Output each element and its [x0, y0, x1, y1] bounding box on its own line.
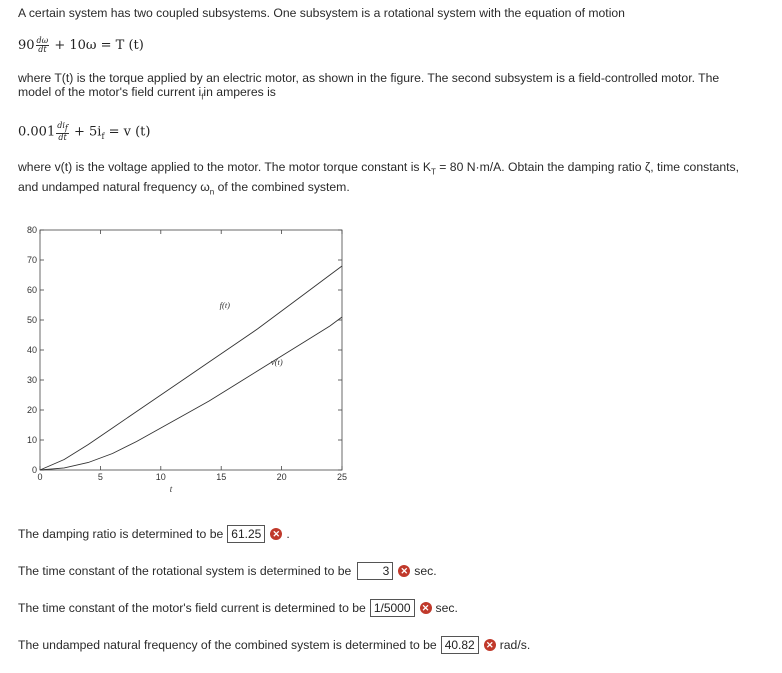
y-tick-label: 70 — [26, 255, 37, 265]
y-tick-label: 10 — [26, 435, 37, 445]
field-time-constant-input[interactable]: 1/5000 — [370, 599, 415, 617]
x-tick-label: 10 — [155, 472, 166, 482]
answer-rot-tc-label: The time constant of the rotational system is determined to be — [18, 564, 352, 578]
x-tick-label: 20 — [276, 472, 287, 482]
answer-field-tc-row — [18, 599, 458, 617]
para3-line1: where v(t) is the voltage applied to the motor. The motor torque constant is $K_T = 80$ N·m/A. Obtain the damping ratio ζ, time constants, — [18, 160, 739, 177]
answer-rot-tc-unit: sec. — [414, 564, 437, 578]
x-circle-icon: ✕ — [398, 565, 410, 577]
y-tick-label: 0 — [31, 465, 37, 475]
answer-wn-label: The undamped natural frequency of the combined system is determined to be — [18, 638, 437, 652]
plot-frame — [40, 230, 342, 470]
para3-line2: and undamped natural frequency $\omega_n$ of the combined system. — [18, 180, 350, 197]
rotational-time-constant-input[interactable]: 3 — [357, 562, 393, 580]
y-tick-label: 40 — [26, 345, 37, 355]
series-annotation: v(t) — [270, 357, 283, 367]
equation-rotational: 90 $\frac{d\omega}{dt}$ + 10ω = T (t) — [18, 36, 144, 54]
answer-damping-row — [18, 525, 290, 543]
answer-damping-label: The damping ratio is determined to be — [18, 527, 224, 541]
series-line-vt — [40, 317, 342, 470]
x-tick-label: 0 — [37, 472, 43, 482]
para2-line1: where T(t) is the torque applied by an electric motor, as shown in the figure. The second subsystem is a field-controlled motor. The — [18, 71, 720, 85]
y-tick-label: 20 — [26, 405, 37, 415]
x-circle-icon: ✕ — [484, 639, 496, 651]
natural-frequency-input[interactable]: 40.82 — [441, 636, 479, 654]
x-circle-icon: ✕ — [270, 528, 282, 540]
answer-field-tc-unit: sec. — [435, 601, 458, 615]
equation-field: 0.001 $\frac{di_f}{dt}$ + $5i_f = v$ (t) — [18, 121, 151, 142]
answer-wn-row — [18, 636, 530, 654]
y-tick-label: 80 — [26, 225, 37, 235]
series-annotation: f(t) — [219, 300, 231, 310]
y-tick-label: 30 — [26, 375, 37, 385]
x-tick-label: 15 — [216, 472, 227, 482]
answer-rot-tc-row — [18, 562, 437, 580]
series-line-ft — [40, 266, 342, 470]
answer-damping-end: . — [286, 527, 290, 541]
damping-ratio-input[interactable]: 61.25 — [227, 525, 265, 543]
y-tick-label: 50 — [26, 315, 37, 325]
x-axis-label: t — [169, 484, 173, 494]
para2-line2: model of the motor's field current $i_fin$ amperes is — [18, 85, 276, 102]
answer-wn-unit: rad/s. — [499, 638, 531, 652]
x-tick-label: 5 — [97, 472, 103, 482]
intro-text: A certain system has two coupled subsystems. One subsystem is a rotational system with the equation of motion — [18, 6, 625, 20]
x-tick-label: 25 — [336, 472, 348, 482]
answer-field-tc-label: The time constant of the motor's field current is determined to be — [18, 601, 366, 615]
x-circle-icon: ✕ — [420, 602, 432, 614]
y-tick-label: 60 — [26, 285, 37, 295]
